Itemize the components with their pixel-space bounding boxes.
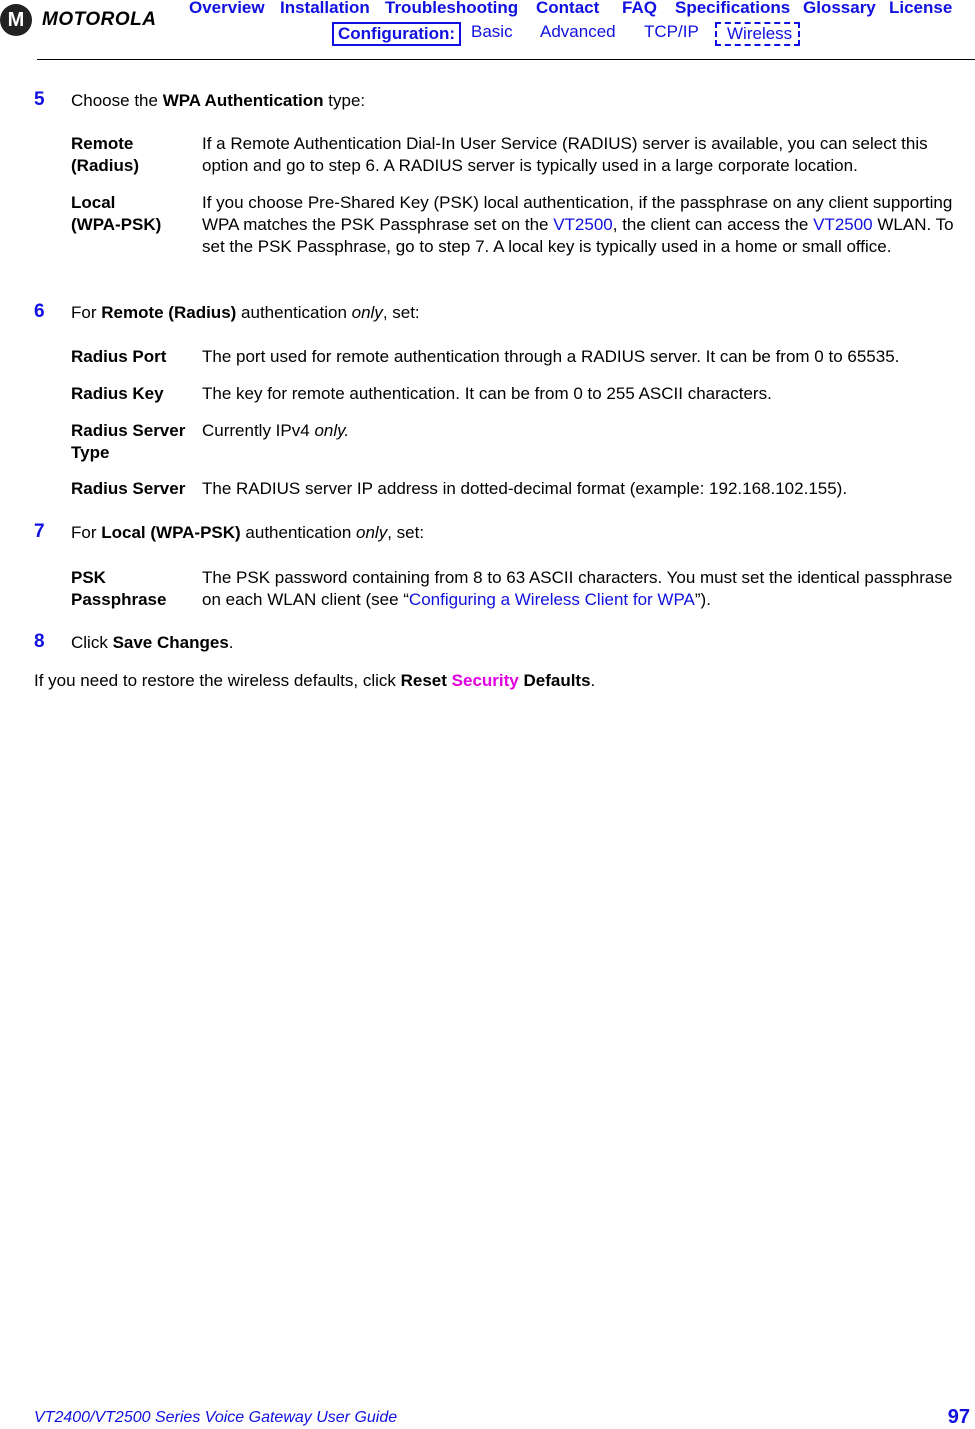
def-remote: If a Remote Authentication Dial-In User Service (RADIUS) server is available, you can select this option and go to step 6. A RADIUS server is typically used in a large corporate location. xyxy=(202,134,928,175)
nav-tcpip[interactable]: TCP/IP xyxy=(644,22,699,41)
term-radius-server: Radius Server xyxy=(71,479,186,498)
nav-installation[interactable]: Installation xyxy=(280,0,370,17)
def-radius-server: The RADIUS server IP address in dotted-decimal format (example: 192.168.102.155). xyxy=(202,479,848,498)
term-radius-key: Radius Key xyxy=(71,384,164,403)
step-text: Click Save Changes. xyxy=(71,633,234,652)
vt2500-link[interactable]: VT2500 xyxy=(553,215,613,234)
def-radius-key: The key for remote authentication. It can be from 0 to 255 ASCII characters. xyxy=(202,384,772,403)
term-radius-server-type: Radius Server Type xyxy=(71,421,186,462)
nav-glossary[interactable]: Glossary xyxy=(803,0,876,17)
nav-contact[interactable]: Contact xyxy=(536,0,600,17)
footer-title: VT2400/VT2500 Series Voice Gateway User Guide xyxy=(34,1409,398,1426)
step-number: 8 xyxy=(34,631,45,652)
motorola-logo: M MOTOROLA xyxy=(0,4,156,36)
step-text: Choose the WPA Authentication type: xyxy=(71,91,366,110)
nav-troubleshooting[interactable]: Troubleshooting xyxy=(385,0,519,17)
restore-note: If you need to restore the wireless defaults, click Reset Security Defaults. xyxy=(34,671,596,690)
nav-license[interactable]: License xyxy=(889,0,953,17)
security-link[interactable]: Security xyxy=(451,671,519,690)
term-remote: Remote (Radius) xyxy=(71,134,139,175)
page-number: 97 xyxy=(947,1406,970,1428)
vt2500-link[interactable]: VT2500 xyxy=(813,215,873,234)
term-psk: PSK Passphrase xyxy=(71,568,167,609)
term-radius-port: Radius Port xyxy=(71,347,167,366)
nav-wireless[interactable]: Wireless xyxy=(715,22,800,46)
nav-specifications[interactable]: Specifications xyxy=(675,0,791,17)
nav-configuration[interactable]: Configuration: xyxy=(332,22,461,46)
header-divider xyxy=(37,59,975,60)
nav-faq[interactable]: FAQ xyxy=(622,0,657,17)
def-psk: The PSK password containing from 8 to 63 ASCII characters. You must set the identical passphrase on each WLAN client (see “Configuring a Wireless Client for WPA”). xyxy=(202,568,953,609)
nav-advanced[interactable]: Advanced xyxy=(540,22,616,41)
nav-overview[interactable]: Overview xyxy=(189,0,265,17)
def-radius-port: The port used for remote authentication through a RADIUS server. It can be from 0 to 65535. xyxy=(202,347,900,366)
step-number: 5 xyxy=(34,89,45,110)
term-local: Local (WPA-PSK) xyxy=(71,193,162,234)
step-number: 6 xyxy=(34,301,45,322)
nav-basic[interactable]: Basic xyxy=(471,22,513,41)
def-local: If you choose Pre-Shared Key (PSK) local authentication, if the passphrase on any client supporting WPA matches the PSK Passphrase set on the VT2500, the client can access the VT2500 WLAN. To set the PSK Passphrase, go to step 7. A local key is typically used in a home or small office. xyxy=(202,193,954,256)
def-radius-server-type: Currently IPv4 only. xyxy=(202,421,350,440)
wpa-client-link[interactable]: Configuring a Wireless Client for WPA xyxy=(408,590,695,609)
step-number: 7 xyxy=(34,521,45,542)
motorola-icon: M xyxy=(0,4,32,36)
step-text: For Local (WPA-PSK) authentication only, set: xyxy=(71,523,425,542)
step-text: For Remote (Radius) authentication only, set: xyxy=(71,303,420,322)
